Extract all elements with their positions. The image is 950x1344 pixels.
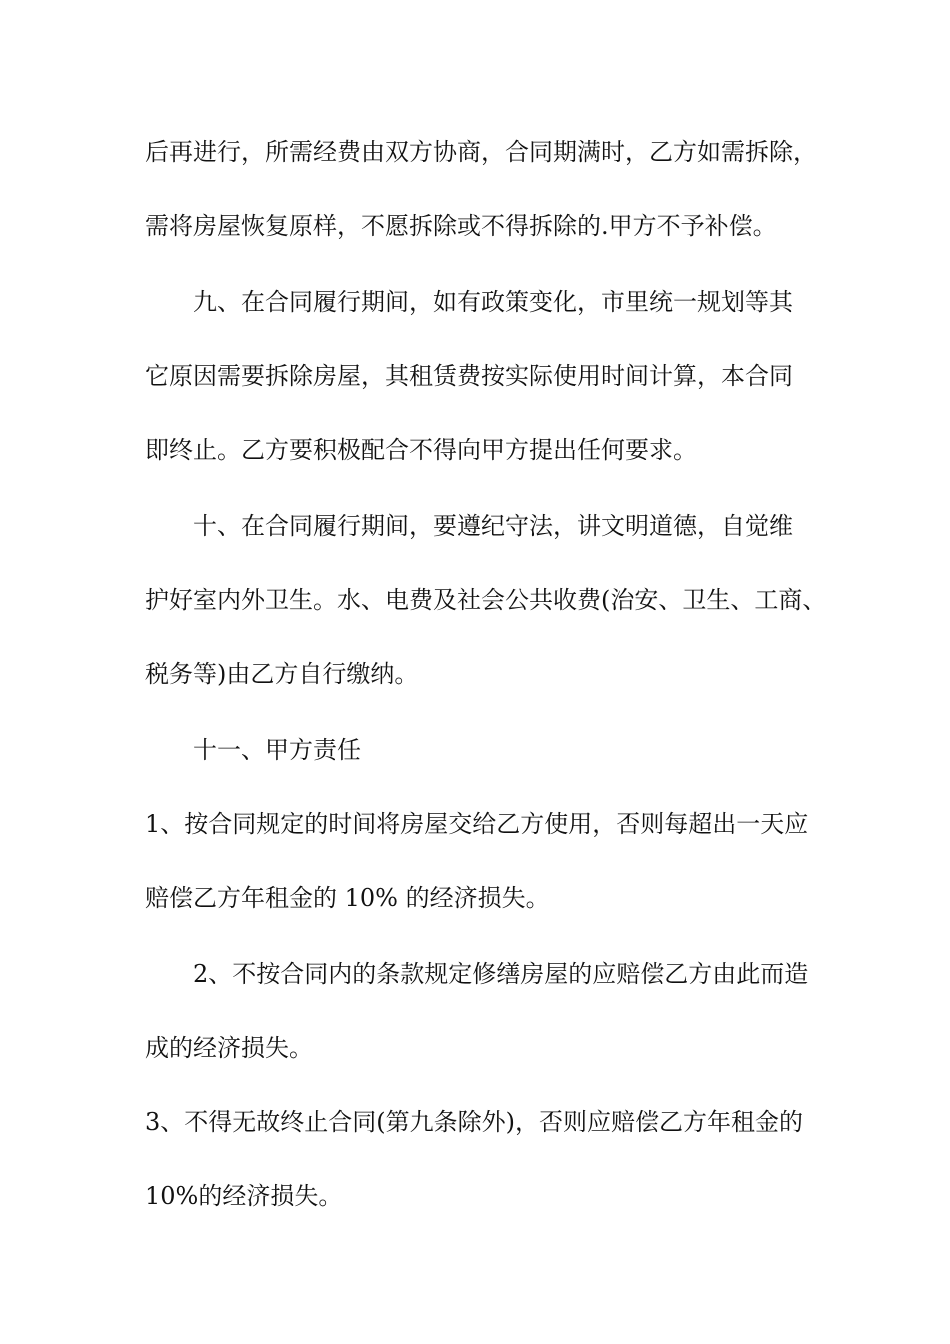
list-item-2: 2、不按合同内的条款规定修缮房屋的应赔偿乙方由此而造 <box>193 960 809 988</box>
text-line: 护好室内外卫生。水、电费及社会公共收费(治安、卫生、工商、 <box>145 586 827 614</box>
text-line: 需将房屋恢复原样，不愿拆除或不得拆除的.甲方不予补偿。 <box>145 212 777 240</box>
text-line: 税务等)由乙方自行缴纳。 <box>145 660 419 688</box>
section-heading-party-a-responsibility: 十一、甲方责任 <box>193 736 361 764</box>
list-item-1: 1、按合同规定的时间将房屋交给乙方使用，否则每超出一天应 <box>145 810 809 838</box>
text-line: 10%的经济损失。 <box>145 1182 343 1210</box>
text-line: 后再进行，所需经费由双方协商，合同期满时，乙方如需拆除， <box>145 138 817 166</box>
clause-ten-heading-line: 十、在合同履行期间，要遵纪守法，讲文明道德，自觉维 <box>193 512 793 540</box>
text-line: 赔偿乙方年租金的 10% 的经济损失。 <box>145 884 550 912</box>
text-line: 它原因需要拆除房屋，其租赁费按实际使用时间计算，本合同 <box>145 362 793 390</box>
text-line: 即终止。乙方要积极配合不得向甲方提出任何要求。 <box>145 436 697 464</box>
text-line: 成的经济损失。 <box>145 1034 313 1062</box>
list-item-3: 3、不得无故终止合同(第九条除外)，否则应赔偿乙方年租金的 <box>145 1108 803 1136</box>
clause-nine-heading-line: 九、在合同履行期间，如有政策变化，市里统一规划等其 <box>193 288 793 316</box>
